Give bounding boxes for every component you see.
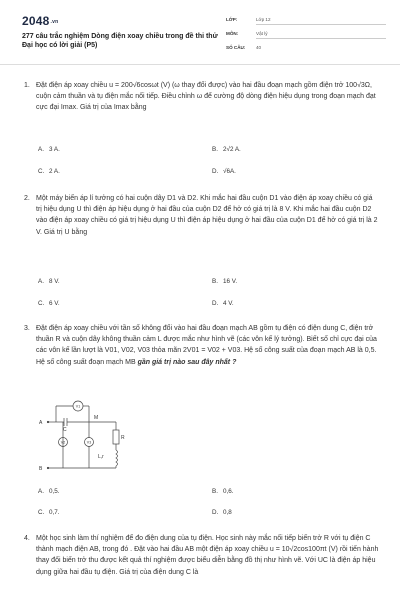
question-text: Một học sinh làm thí nghiệm để đo điện dung của tụ điện. Học sinh này mắc nối tiếp biến trở R với tụ điện C thành mạch điện AB, trong đó . Đặt vào hai đầu AB một điện áp xoay chiều u = 10√2cos100πt (V) rồi tiến hành thay đổi biến trở thu được kết quả thí nghiệm được biểu diễn bằng đồ thị như hình vẽ. Với UC là điện áp hiệu dụng giữa hai đầu tụ điện. Giá trị của điện dung C là bbox=[36, 535, 379, 576]
meta-subject-label: MÔN: bbox=[226, 31, 239, 36]
resistor-label: R bbox=[121, 435, 125, 441]
voltmeter-2-label: V2 bbox=[60, 440, 66, 445]
meta-class-value: Lớp 12 bbox=[256, 17, 271, 22]
q1-option-a[interactable]: A. 3 A. bbox=[38, 146, 60, 153]
node-b-label: B bbox=[39, 466, 43, 472]
q1-option-b[interactable]: B. 2√2 A. bbox=[212, 146, 241, 153]
q3-option-c[interactable]: C. 0,7. bbox=[38, 509, 60, 516]
q2-option-d[interactable]: D. 4 V. bbox=[212, 300, 234, 307]
meta-class bbox=[226, 17, 271, 22]
capacitor-label: C bbox=[63, 427, 67, 433]
meta-subject-value: Vật lý bbox=[256, 31, 268, 36]
node-a-label: A bbox=[39, 420, 43, 426]
meta-class-label: LỚP: bbox=[226, 17, 238, 22]
question-4 bbox=[24, 533, 380, 578]
q1-option-c[interactable]: C. 2 A. bbox=[38, 168, 60, 175]
voltmeter-3-label: V3 bbox=[86, 440, 92, 445]
q2-option-c[interactable]: C. 6 V. bbox=[38, 300, 60, 307]
question-number: 3. bbox=[24, 325, 30, 332]
voltmeter-1-label: V1 bbox=[75, 404, 81, 409]
meta-count bbox=[226, 45, 261, 50]
question-1 bbox=[24, 80, 380, 114]
question-text: Một máy biến áp lí tưởng có hai cuộn dây D1 và D2. Khi mắc hai đầu cuộn D1 vào điện áp xoay chiều có giá trị hiệu dụng U thì điện áp hiệu dụng ở hai đầu của cuộn D2 để hở có giá trị là 8 V. Khi mắc hai đầu cuộn D2 vào điện áp xoay chiều có giá trị hiệu dụng U thì điện áp hiệu dụng ở hai đầu của cuộn D1 để hở có giá trị là 2 V. Giá trị U bằng bbox=[36, 195, 378, 236]
node-m-label: M bbox=[94, 415, 99, 421]
q2-option-b[interactable]: B. 16 V. bbox=[212, 278, 238, 285]
meta-subject bbox=[226, 31, 268, 36]
meta-count-label: SỐ CÂU: bbox=[226, 45, 246, 50]
q3-option-b[interactable]: B. 0,6. bbox=[212, 488, 234, 495]
page-title: 277 câu trắc nghiệm Dòng điện xoay chiều trong đề thi thử Đại học có lời giải (P5) bbox=[22, 33, 218, 49]
question-text: Đặt điện áp xoay chiều u = 200√6cosωt (V) (ω thay đổi được) vào hai đầu đoạn mạch gồm điện trở 100√3Ω, cuộn cảm thuần và tụ điện mắc nối tiếp. Điều chỉnh ω để cường độ dòng điện hiệu dụng trong đoạn mạch đạt cực đại Imax. Giá trị của Imax bằng bbox=[36, 82, 376, 112]
q2-option-a[interactable]: A. 8 V. bbox=[38, 278, 60, 285]
inductor-label: L,r bbox=[98, 454, 104, 460]
question-text: Đặt điện áp xoay chiều với tần số không đổi vào hai đầu đoạn mạch AB gồm tụ điện có điện dung C, điện trở thuần R và cuộn dây không thuần cảm L được mắc như hình vẽ (các vôn kế lý tưởng). Biết số chỉ cực đại của các vôn kế lần lượt là V01, V02, V03 thỏa mãn 2V01 = V02 + V03. Hệ số công suất của đoạn mạch AB là 0,5. Hệ số công suất đoạn mạch MB gần giá trị nào sau đây nhất ? bbox=[36, 325, 377, 366]
question-number: 1. bbox=[24, 82, 30, 89]
q3-option-a[interactable]: A. 0,5. bbox=[38, 488, 60, 495]
meta-count-value: 40 bbox=[256, 45, 262, 50]
question-number: 4. bbox=[24, 535, 30, 542]
question-3 bbox=[24, 323, 380, 368]
header bbox=[0, 0, 400, 65]
circuit-diagram bbox=[36, 398, 136, 472]
site-logo[interactable]: 2048.vn bbox=[22, 14, 59, 28]
question-2 bbox=[24, 193, 380, 238]
q3-option-d[interactable]: D. 0,8 bbox=[212, 509, 232, 516]
q1-option-d[interactable]: D. √6A. bbox=[212, 168, 236, 175]
question-number: 2. bbox=[24, 195, 30, 202]
